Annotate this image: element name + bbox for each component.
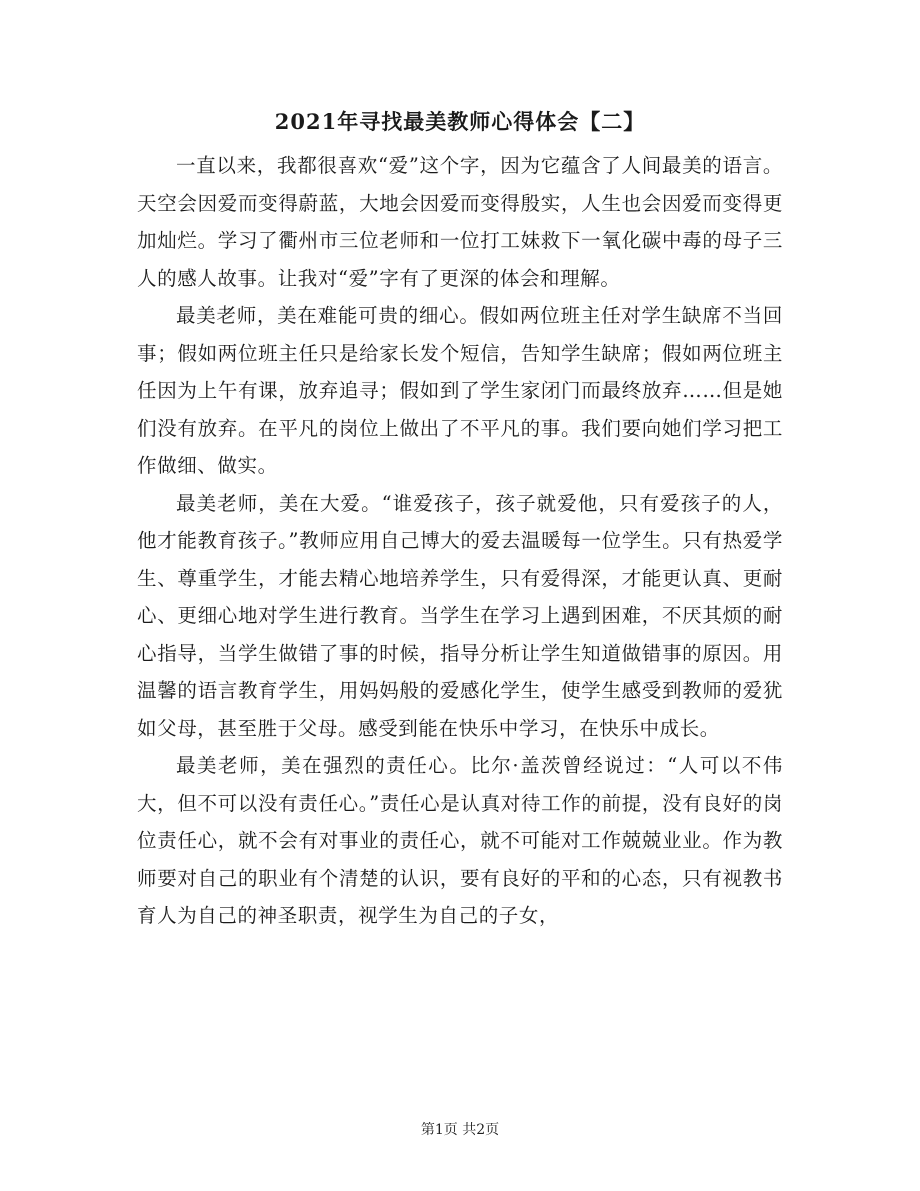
paragraph: 最美老师，美在难能可贵的细心。假如两位班主任对学生缺席不当回事；假如两位班主任只是给家长发个短信，告知学生缺席；假如两位班主任因为上午有课，放弃追寻；假如到了学生家闭门而最终放弃……但是她们没有放弃。在平凡的岗位上做出了不平凡的事。我们要向她们学习把工作做细、做实。: [137, 304, 783, 477]
document-title: 2021年寻找最美教师心得体会【二】: [274, 109, 646, 134]
paragraph: 一直以来，我都很喜欢“爱”这个字，因为它蕴含了人间最美的语言。天空会因爱而变得蔚蓝，大地会因爱而变得殷实，人生也会因爱而变得更加灿烂。学习了衢州市三位老师和一位打工妹救下一氧化碳中毒的母子三人的感人故事。让我对“爱”字有了更深的体会和理解。: [137, 154, 783, 290]
document-body: [137, 147, 783, 935]
paragraph: 最美老师，美在大爱。“谁爱孩子，孩子就爱他，只有爱孩子的人，他才能教育孩子。”教师应用自己博大的爱去温暖每一位学生。只有热爱学生、尊重学生，才能去精心地培养学生，只有爱得深，才能更认真、更耐心、更细心地对学生进行教育。当学生在学习上遇到困难，不厌其烦的耐心指导，当学生做错了事的时候，指导分析让学生知道做错事的原因。用温馨的语言教育学生，用妈妈般的爱感化学生，使学生感受到教师的爱犹如父母，甚至胜于父母。感受到能在快乐中学习，在快乐中成长。: [137, 491, 783, 740]
paragraph: 最美老师，美在强烈的责任心。比尔·盖茨曾经说过：“人可以不伟大，但不可以没有责任心。”责任心是认真对待工作的前提，没有良好的岗位责任心，就不会有对事业的责任心，就不可能对工作兢兢业业。作为教师要对自己的职业有个清楚的认识，要有良好的平和的心态，只有视教书育人为自己的神圣职责，视学生为自己的子女，: [137, 754, 783, 927]
page-number-footer: 第1页 共2页: [420, 1122, 500, 1138]
